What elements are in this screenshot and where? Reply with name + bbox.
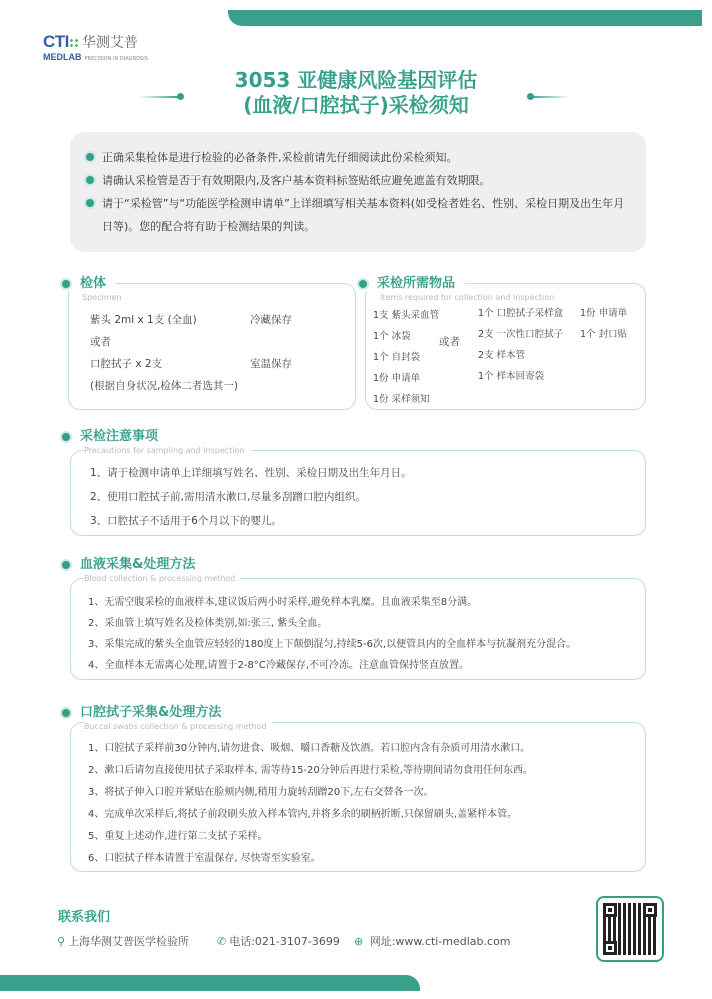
notice-item xyxy=(86,146,630,169)
list-item: 2、使用口腔拭子前,需用清水漱口,尽量多刮蹭口腔内组织。 xyxy=(90,491,366,503)
notice-item xyxy=(86,192,630,238)
top-banner xyxy=(228,10,702,26)
section-title: 口腔拭子采集&处理方法 xyxy=(80,705,222,720)
logo-brand: CTI xyxy=(43,32,69,51)
buccal-header xyxy=(62,705,231,720)
bullet-icon xyxy=(359,280,367,288)
precautions-header xyxy=(62,429,168,444)
item: 1份 申请单 xyxy=(580,308,628,319)
blood-list xyxy=(88,592,576,676)
specimen-storage: 冷藏保存 xyxy=(250,314,292,326)
item: 1个 口腔拭子采样盒 xyxy=(478,308,564,319)
qr-finder xyxy=(603,941,617,955)
bullet-icon xyxy=(62,709,70,717)
item: 1个 自封袋 xyxy=(373,352,421,363)
list-item: 1、无需空腹采检的血液样本,建议饭后两小时采样,避免样本乳糜。且血液采集至8分满。 xyxy=(88,597,478,608)
specimen-list xyxy=(90,309,292,397)
notice-box xyxy=(70,132,646,252)
specimen-note: (根据自身状况,检体二者选其一) xyxy=(90,380,239,392)
page-title xyxy=(0,68,712,118)
qr-pattern xyxy=(603,903,657,955)
buccal-list xyxy=(88,738,533,870)
list-item: 1、请于检测申请单上详细填写姓名、性别、采检日期及出生年月日。 xyxy=(90,467,412,479)
item: 2支 一次性口腔拭子 xyxy=(478,329,564,340)
list-item: 4、全血样本无需离心处理,请置于2-8°C冷藏保存,不可冷冻。注意血管保持竖直放置。 xyxy=(88,660,470,671)
item: 1份 申请单 xyxy=(373,373,421,384)
logo xyxy=(43,32,148,60)
section-subtitle: Blood collection & processing method xyxy=(84,574,241,584)
bottom-banner xyxy=(0,975,420,991)
phone-text: 电话:021-3107-3699 xyxy=(229,935,340,948)
list-item: 3、采集完成的紫头全血管应轻轻的180度上下颠倒混匀,持续5-6次,以便管具内的全血样本与抗凝剂充分混合。 xyxy=(88,639,577,650)
item: 1个 样本回寄袋 xyxy=(478,371,545,382)
section-subtitle: Buccal swabs collection & processing method xyxy=(84,722,273,732)
list-item: 2、采血管上填写姓名及检体类别,如:张三, 紫头全血。 xyxy=(88,618,328,629)
notice-item xyxy=(86,169,630,192)
section-title: 采检所需物品 xyxy=(377,276,456,291)
section-subtitle: Items required for collection and inspection xyxy=(380,293,555,302)
items-or: 或者 xyxy=(439,336,460,348)
section-title: 采检注意事项 xyxy=(80,429,159,444)
bullet-icon xyxy=(86,153,94,161)
logo-sub-brand: MEDLAB xyxy=(43,52,82,62)
list-item: 5、重复上述动作,进行第二支拭子采样。 xyxy=(88,831,268,842)
items-header xyxy=(359,276,465,291)
qr-finder xyxy=(603,903,617,917)
bullet-icon xyxy=(62,433,70,441)
location-icon: ⚲ xyxy=(57,935,66,948)
section-subtitle: Precautions for sampling and inspection xyxy=(84,446,251,456)
decor-dot-right xyxy=(527,93,534,100)
bullet-icon xyxy=(86,199,94,207)
list-item: 6、口腔拭子样本请置于室温保存, 尽快寄至实验室。 xyxy=(88,853,321,864)
notice-text: 请确认采检管是否于有效期限内,及客户基本资料标签贴纸应避免遮盖有效期限。 xyxy=(102,174,491,187)
item: 2支 样本管 xyxy=(478,350,526,361)
section-subtitle: Specimen xyxy=(82,293,122,302)
bullet-icon xyxy=(86,176,94,184)
logo-dots-icon xyxy=(69,38,79,48)
website-link[interactable]: 网址:www.cti-medlab.com xyxy=(369,935,511,948)
list-item: 3、将拭子伸入口腔并紧贴在脸颊内侧,稍用力旋转刮蹭20下,左右交替各一次。 xyxy=(88,787,434,798)
qr-finder xyxy=(643,903,657,917)
notice-text: 请于“采检管”与“功能医学检测申请单”上详细填写相关基本资料(如受检者姓名、性别、采检日期及出生年月日等)。您的配合将有助于检测结果的判读。 xyxy=(102,197,625,233)
notice-text: 正确采集检体是进行检验的必备条件,采检前请先仔细阅读此份采检须知。 xyxy=(102,151,458,164)
contact-org xyxy=(57,935,189,949)
title-line2: (血液/口腔拭子)采检须知 xyxy=(243,93,469,117)
list-item: 3、口腔拭子不适用于6个月以下的婴儿。 xyxy=(90,515,282,527)
list-item: 4、完成单次采样后,将拭子前段刷头放入样本管内,并将多余的刷柄折断,只保留刷头,盖紧样本管。 xyxy=(88,809,518,820)
specimen-item: 口腔拭子 x 2支 xyxy=(90,358,163,370)
precautions-list xyxy=(90,461,412,533)
contact-website[interactable] xyxy=(354,935,511,949)
title-line1: 3053 亚健康风险基因评估 xyxy=(234,68,478,92)
logo-name: 华测艾普 xyxy=(81,35,138,51)
bullet-icon xyxy=(62,280,70,288)
specimen-header xyxy=(62,276,116,291)
blood-header xyxy=(62,557,205,572)
section-title: 血液采集&处理方法 xyxy=(80,557,196,572)
specimen-item: 紫头 2ml x 1支 (全血) xyxy=(90,314,197,326)
globe-icon: ⊕ xyxy=(354,935,364,948)
org-name: 上海华测艾普医学检验所 xyxy=(68,935,190,948)
item: 1份 采样须知 xyxy=(373,394,430,405)
contact-title: 联系我们 xyxy=(58,910,111,925)
contact-phone xyxy=(217,935,340,949)
items-col2 xyxy=(478,303,563,387)
qr-code xyxy=(596,896,664,962)
decor-line-right xyxy=(530,96,570,98)
item: 1支 紫头采血管 xyxy=(373,310,440,321)
specimen-storage: 室温保存 xyxy=(250,358,292,370)
logo-tagline: PRECISION IN DIAGNOSIS xyxy=(84,56,148,62)
item: 1个 冰袋 xyxy=(373,331,411,342)
list-item: 2、漱口后请勿直接使用拭子采取样本, 需等待15-20分钟后再进行采检,等待期间请勿食用任何东西。 xyxy=(88,765,533,776)
specimen-or: 或者 xyxy=(90,336,111,348)
item: 1个 封口贴 xyxy=(580,329,628,340)
list-item: 1、口腔拭子采样前30分钟内,请勿进食、吸烟、嚼口香糖及饮酒。若口腔内含有杂质可用清水漱口。 xyxy=(88,743,531,754)
items-col1 xyxy=(373,305,439,410)
section-title: 检体 xyxy=(80,276,107,291)
decor-dot-left xyxy=(177,93,184,100)
items-col3 xyxy=(580,303,627,345)
bullet-icon xyxy=(62,561,70,569)
decor-line-left xyxy=(138,96,178,98)
phone-icon: ✆ xyxy=(217,935,227,948)
